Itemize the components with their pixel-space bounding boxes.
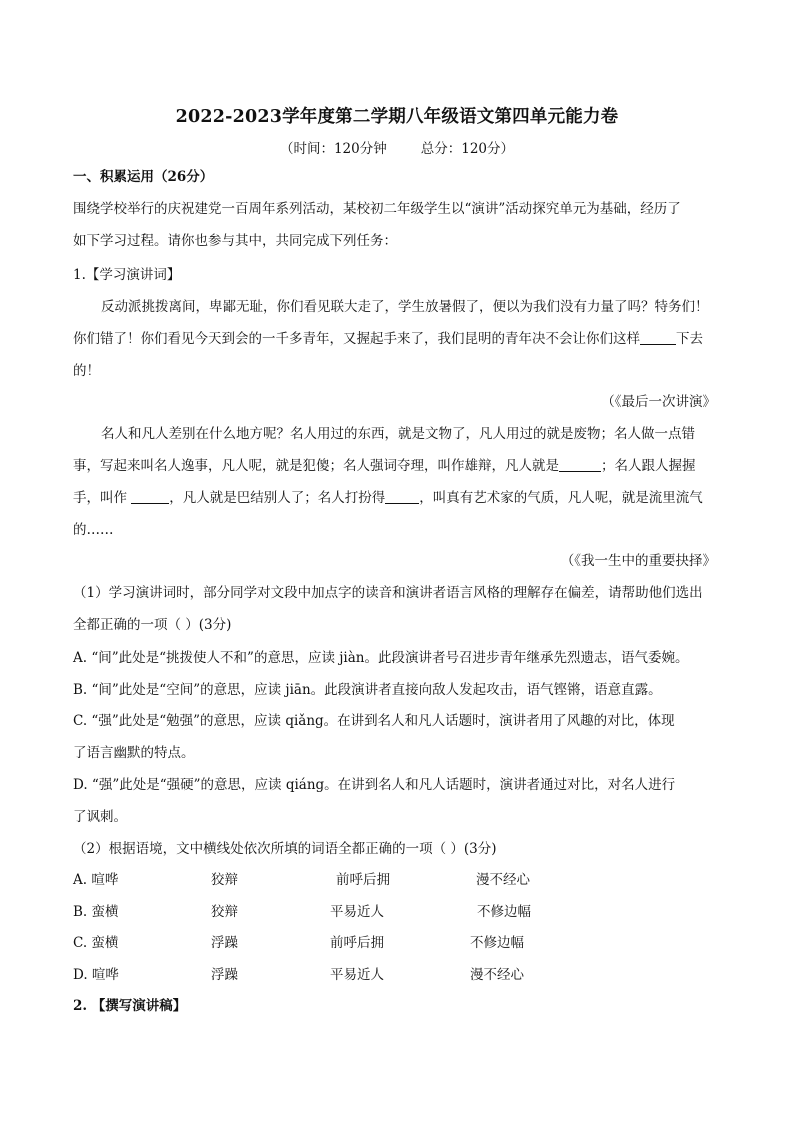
fill-blank-1 [640, 330, 676, 345]
exam-meta [0, 137, 794, 157]
intro-line-1: 围绕学校举行的庆祝建党一百周年系列活动，某校初二年级学生以“演讲”活动探究单元为基础，经历了 [73, 201, 681, 217]
total-score: 总分：120分） [420, 141, 515, 157]
option-d-line-1: D. “强”此处是“强硬”的意思，应读 qiáng。在讲到名人和凡人话题时，演讲者通过对比，对名人进行 [73, 777, 676, 793]
fill-blank-2 [559, 457, 601, 472]
passage-1-line-2: 你们错了！你们看见今天到会的一千多青年，又握起手来了，我们昆明的青年决不会让你们这样 下去 [73, 331, 703, 347]
passage-1-line-3: 的！ [73, 363, 100, 379]
question-1-heading: 1.【学习演讲词】 [73, 267, 181, 283]
option-a: A. “间”此处是“挑拨使人不和”的意思，应读 jiàn。此段演讲者号召进步青年继承先烈遗志，语气委婉。 [73, 650, 689, 666]
question-2-heading: 2. 【撰写演讲稿】 [73, 998, 187, 1014]
passage-2-source: （《我一生中的重要抉择》 [560, 553, 716, 569]
passage-2-line-3: 手，叫作 ，凡人就是巴结别人了；名人打扮得 ，叫真有艺术家的气质，凡人呢，就是流里流气 [73, 490, 703, 506]
section-heading: 一、积累运用（26分） [73, 169, 214, 185]
passage-1-source: （《最后一次讲演》 [601, 394, 716, 410]
fill-blank-4 [385, 489, 419, 504]
option-c-line-2: 了语言幽默的特点。 [73, 745, 195, 761]
exam-page: 2022-2023学年度第二学期八年级语文第四单元能力卷 （时间：120分钟 总分：120分） 一、积累运用（26分） 围绕学校举行的庆祝建党一百周年系列活动，某校初二年级学生以“演讲”活动探究单元为基础，经历了 如下学习过程。请你也参与其中，共同完成下列任务： 1.【学习演讲词】 反动派挑拨离间，卑鄙无耻，你们看见联大走了，学生放暑假了，便以为我们没有力量了吗？特务们！ 你们错了！你们看见今天到会的一千多青年，又握起手来了，我们昆明的青年决不会让你们这样 下去 的！ （《最后一次讲演》 名人和凡人差别在什么地方呢？名人用过的东西，就是文物了，凡人用过的就是废物；名人做一点错 事，写起来叫名人逸事，凡人呢，就是犯傻；名人强词夺理，叫作雄辩，凡人就是 ；名人跟人握握 手，叫作 ，凡人就是巴结别人了；名人打扮得 ，叫真有艺术家的气质，凡人呢，就是流里流气 的…… （《我一生中的重要抉择》 （1）学习演讲词时，部分同学对文段中加点字的读音和演讲者语言风格的理解存在偏差，请帮助他们选出 全都正确的一项（ ）(3分) A. “间”此处是“挑拨使人不和”的意思，应读 jiàn。此段演讲者号召进步青年继承先烈遗志，语气委婉。 B. “间”此处是“空间”的意思，应读 jiān。此段演讲者直接向敌人发起攻击，语气铿锵，语意直露。 C. “强”此处是“勉强”的意思，应读 qiǎng。在讲到名人和凡人话题时，演讲者用了风趣的对比，体现 了语言幽默的特点。 D. “强”此处是“强硬”的意思，应读 qiáng。在讲到名人和凡人话题时，演讲者通过对比，对名人进行 了讽刺。 （2）根据语境，文中横线处依次所填的词语全都正确的一项（ ）(3分) A. 喧哗 狡辩 前呼后拥 漫不经心 B. 蛮横 狡辩 平易近人 不修边幅 C. 蛮横 浮躁 前呼后拥 不修边幅 D. 喧哗 浮躁 平易近人 漫不经心 2. 【撰写演讲稿】 [0, 0, 794, 1123]
passage-2-line-2: 事，写起来叫名人逸事，凡人呢，就是犯傻；名人强词夺理，叫作雄辩，凡人就是 ；名人跟人握握 [73, 458, 696, 474]
passage-2-line-1: 名人和凡人差别在什么地方呢？名人用过的东西，就是文物了，凡人用过的就是废物；名人做一点错 [101, 426, 695, 442]
subquestion-2: （2）根据语境，文中横线处依次所填的词语全都正确的一项（ ）(3分) [73, 841, 497, 857]
option-c-line-1: C. “强”此处是“勉强”的意思，应读 qiǎng。在讲到名人和凡人话题时，演讲者用了风趣的对比，体现 [73, 713, 675, 729]
passage-2-line-4: 的…… [73, 522, 114, 538]
fill-blank-3 [131, 489, 169, 504]
subquestion-1-line-2: 全都正确的一项（ ）(3分) [73, 617, 232, 633]
subquestion-1-line-1: （1）学习演讲词时，部分同学对文段中加点字的读音和演讲者语言风格的理解存在偏差，请帮助他们选出 [73, 585, 703, 601]
option-d-line-2: 了讽刺。 [73, 809, 127, 825]
option-b: B. “间”此处是“空间”的意思，应读 jiān。此段演讲者直接向敌人发起攻击，语气铿锵，语意直露。 [73, 682, 662, 698]
exam-title: 2022-2023学年度第二学期八年级语文第四单元能力卷 [175, 107, 619, 127]
intro-line-2: 如下学习过程。请你也参与其中，共同完成下列任务： [73, 233, 397, 249]
time-limit: （时间：120分钟 [279, 141, 387, 157]
passage-1-line-1: 反动派挑拨离间，卑鄙无耻，你们看见联大走了，学生放暑假了，便以为我们没有力量了吗？特务们！ [101, 299, 709, 315]
